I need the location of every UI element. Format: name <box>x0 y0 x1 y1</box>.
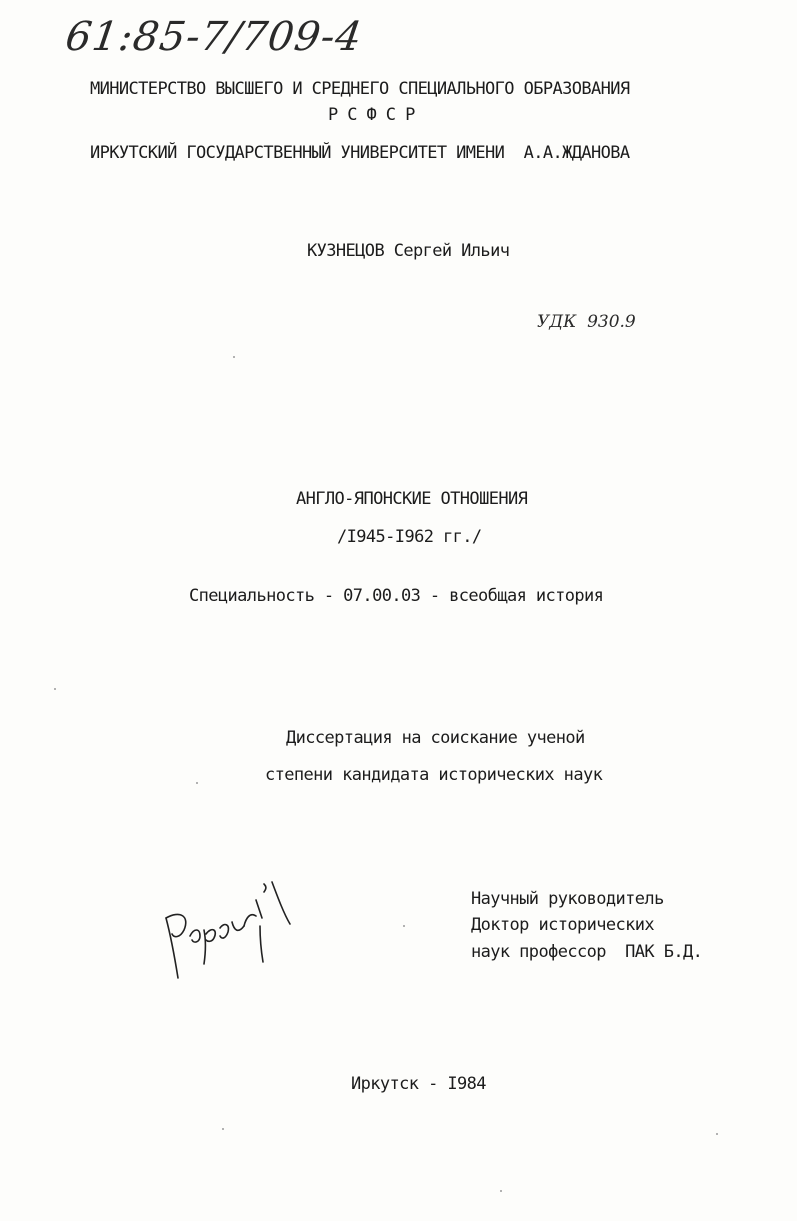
dissertation-title: АНГЛО-ЯПОНСКИЕ ОТНОШЕНИЯ <box>296 489 528 509</box>
place-and-year: Иркутск - I984 <box>351 1074 486 1094</box>
university-header: ИРКУТСКИЙ ГОСУДАРСТВЕННЫЙ УНИВЕРСИТЕТ ИМЕНИ А.А.ЖДАНОВА <box>90 143 630 163</box>
handwritten-signature <box>160 878 295 983</box>
scan-speck <box>233 356 235 358</box>
dissertation-purpose-line-1: Диссертация на соискание ученой <box>286 728 585 748</box>
scan-speck <box>222 1128 224 1130</box>
specialty-line: Специальность - 07.00.03 - всеобщая история <box>189 586 604 606</box>
archive-code: 61:85-7/709-4 <box>62 14 366 60</box>
supervisor-line-3: наук профессор ПАК Б.Д. <box>471 942 703 962</box>
author-name: КУЗНЕЦОВ Сергей Ильич <box>307 241 510 261</box>
udk-code: УДК 930.9 <box>537 312 636 332</box>
scan-speck <box>500 1190 502 1192</box>
scan-speck <box>716 1133 718 1135</box>
ministry-header: МИНИСТЕРСТВО ВЫСШЕГО И СРЕДНЕГО СПЕЦИАЛЬНОГО ОБРАЗОВАНИЯ <box>90 79 630 99</box>
supervisor-line-1: Научный руководитель <box>471 889 664 909</box>
republic-header: Р С Ф С Р <box>328 105 415 125</box>
scan-speck <box>403 925 405 927</box>
dissertation-purpose-line-2: степени кандидата исторических наук <box>265 765 603 785</box>
dissertation-years: /I945-I962 гг./ <box>337 527 482 547</box>
supervisor-line-2: Доктор исторических <box>471 915 655 935</box>
scan-speck <box>196 782 198 784</box>
scan-speck <box>54 688 56 690</box>
